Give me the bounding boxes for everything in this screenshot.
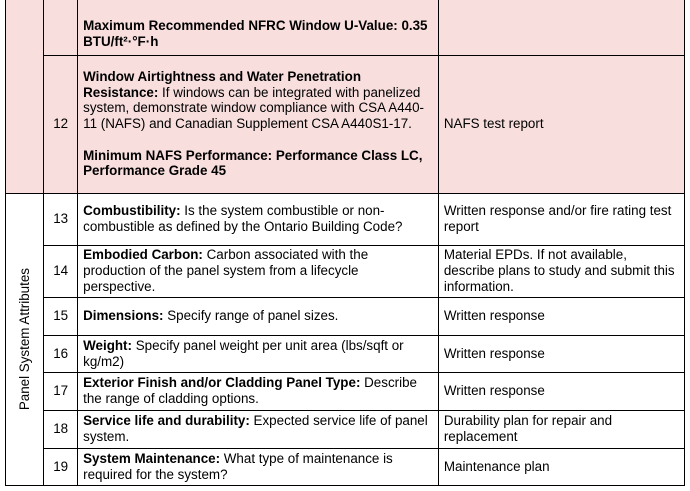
table-row-12 — [6, 55, 685, 193]
requirement-text: Written response — [438, 297, 684, 335]
row-number: 18 — [44, 410, 78, 448]
row-number: 12 — [44, 55, 78, 193]
criterion-body: Carbon associated with the production of the panel system from a lifecycle perspective. — [83, 247, 369, 294]
description-cell — [78, 297, 439, 335]
description-cell — [78, 448, 439, 485]
description-cell — [78, 335, 439, 372]
description-cell — [78, 372, 439, 410]
row-number: 15 — [44, 297, 78, 335]
description-cell — [78, 55, 439, 193]
criterion-title: Weight: — [83, 337, 132, 353]
requirement-text: Durability plan for repair and replacement — [438, 410, 684, 448]
table-row-17 — [6, 372, 685, 410]
category-cell-top — [6, 0, 44, 193]
table-row-15 — [6, 297, 685, 335]
category-cell — [6, 193, 44, 485]
requirement-text: Written response and/or fire rating test report — [438, 193, 684, 245]
u-value-text: Maximum Recommended NFRC Window U-Value: 0.35 BTU/ft²·°F·h — [83, 17, 428, 49]
requirement-cell — [438, 0, 684, 55]
row-number: 16 — [44, 335, 78, 372]
row-number: 17 — [44, 372, 78, 410]
row-number: 19 — [44, 448, 78, 485]
requirement-text: Material EPDs. If not available, describe plans to study and submit this information. — [438, 245, 684, 297]
requirement-text: Written response — [438, 335, 684, 372]
table-row-19 — [6, 448, 685, 485]
criterion-title: Combustibility: — [83, 203, 181, 219]
table-row-14 — [6, 245, 685, 297]
requirements-table — [5, 0, 685, 486]
criterion-body: Specify panel weight per unit area (lbs/sqft or kg/m2) — [83, 337, 404, 369]
criterion-body: Describe the range of cladding options. — [83, 375, 417, 406]
requirement-text: NAFS test report — [438, 55, 684, 193]
criterion-title: Dimensions: — [83, 308, 164, 324]
category-label: Panel System Attributes — [16, 267, 32, 411]
description-cell — [78, 410, 439, 448]
requirement-text: Maintenance plan — [438, 448, 684, 485]
criterion-title: Exterior Finish and/or Cladding Panel Type: — [83, 375, 361, 391]
criterion-body: If windows can be integrated with panelized system, demonstrate window compliance with CSA A440-11 (NAFS) and Canadian Supplement CSA A440S1-17. — [83, 84, 424, 132]
description-cell — [78, 193, 439, 245]
table-row-header-fragment — [6, 0, 685, 55]
criterion-title: Embodied Carbon: — [83, 247, 203, 263]
u-value-cell — [78, 0, 439, 55]
criterion-body: What type of maintenance is required for the system? — [83, 450, 393, 482]
row-number: 13 — [44, 193, 78, 245]
criterion-body: Specify range of panel sizes. — [163, 308, 339, 324]
criterion-body: Expected service life of panel system. — [83, 413, 428, 444]
criterion-minimum: Minimum NAFS Performance: Performance Class LC, Performance Grade 45 — [83, 147, 423, 179]
description-cell — [78, 245, 439, 297]
table-row-18 — [6, 410, 685, 448]
row-number: 14 — [44, 245, 78, 297]
criterion-title: Service life and durability: — [83, 413, 250, 429]
row-number-cell — [44, 0, 78, 55]
table-row-16 — [6, 335, 685, 372]
table-row-13 — [6, 193, 685, 245]
criterion-body: Is the system combustible or non-combustible as defined by the Ontario Building Code? — [83, 203, 403, 234]
criterion-title: System Maintenance: — [83, 450, 221, 466]
criterion-title: Window Airtightness and Water Penetration Resistance: — [83, 68, 361, 100]
requirement-text: Written response — [438, 372, 684, 410]
